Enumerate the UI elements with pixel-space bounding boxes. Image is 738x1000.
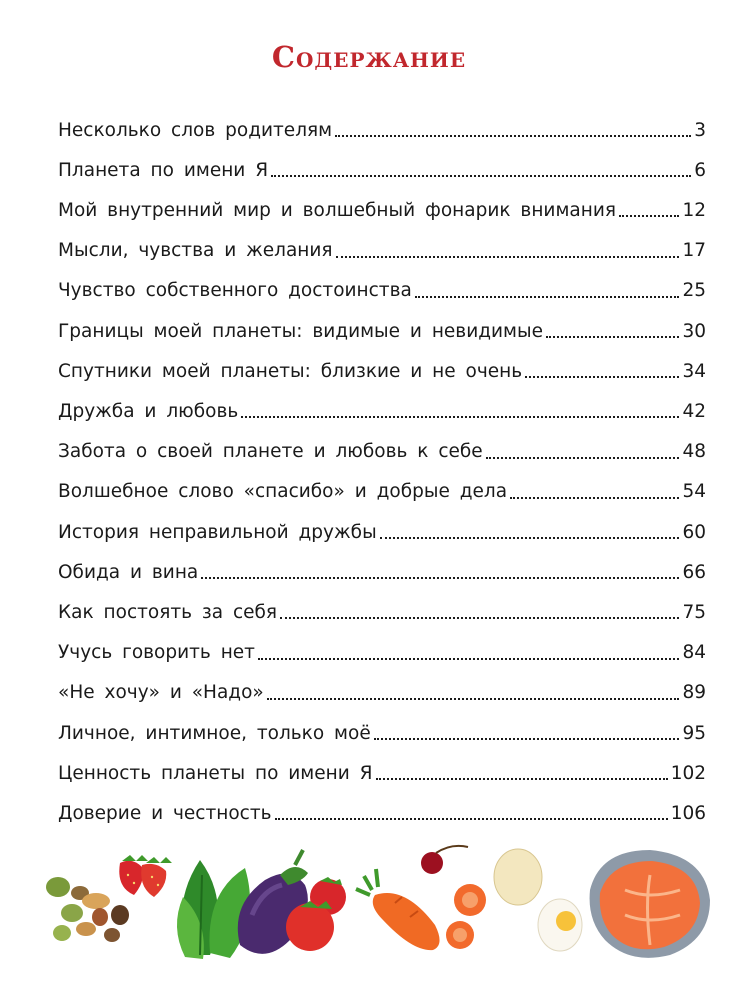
toc-entry-page-number: 102 (670, 762, 706, 784)
toc-entry-title: Границы моей планеты: видимые и невидимые (58, 320, 543, 342)
eggs-icon (494, 849, 582, 951)
toc-entry (58, 311, 706, 341)
toc-entry-title: Планета по имени Я (58, 159, 269, 181)
toc-entry-page-number: 60 (682, 521, 706, 543)
toc-entry-page-number: 84 (682, 642, 706, 664)
toc-entry-title: Дружба и любовь (58, 400, 239, 422)
toc-entry (58, 633, 706, 663)
toc-entry (58, 592, 706, 622)
toc-entry-title: Учусь говорить нет (58, 642, 255, 664)
toc-leader-dots (619, 215, 679, 217)
toc-leader-dots (336, 256, 680, 258)
toc-leader-dots (486, 457, 680, 459)
toc-entry (58, 351, 706, 381)
toc-entry-page-number: 6 (694, 159, 706, 181)
toc-entry (58, 472, 706, 502)
cherry-icon (421, 846, 468, 874)
toc-entry-page-number: 25 (682, 280, 706, 302)
toc-entry-page-number: 48 (682, 441, 706, 463)
toc-entry-page-number: 12 (682, 199, 706, 221)
toc-leader-dots (415, 296, 680, 298)
toc-entry-page-number: 66 (682, 561, 706, 583)
toc-leader-dots (546, 336, 679, 338)
toc-entry (58, 552, 706, 582)
toc-entry-page-number: 95 (682, 722, 706, 744)
toc-leader-dots (258, 658, 680, 660)
toc-leader-dots (510, 497, 679, 499)
toc-entry (58, 110, 706, 140)
toc-entry-title: Как постоять за себя (58, 601, 278, 623)
salmon-steak-icon (590, 850, 710, 958)
toc-leader-dots (267, 698, 680, 700)
toc-entry-title: Личное, интимное, только моё (58, 722, 371, 744)
toc-entry-page-number: 42 (682, 400, 706, 422)
toc-leader-dots (280, 617, 679, 619)
carrot-icon (356, 869, 486, 950)
toc-entry-page-number: 17 (682, 240, 706, 262)
toc-entry (58, 391, 706, 421)
toc-entry-page-number: 34 (682, 360, 706, 382)
toc-entry (58, 753, 706, 783)
toc-entry-title: Обида и вина (58, 561, 199, 583)
toc-entry-title: История неправильной дружбы (58, 521, 377, 543)
food-illustrations (0, 835, 738, 1000)
toc-entry-title: Ценность планеты по имени Я (58, 762, 373, 784)
toc-entry-title: Волшебное слово «спасибо» и добрые дела (58, 481, 508, 503)
toc-entry (58, 713, 706, 743)
toc-entry-page-number: 106 (670, 802, 706, 824)
toc-entry-page-number: 30 (682, 320, 706, 342)
toc-entry (58, 793, 706, 823)
toc-entry-page-number: 89 (682, 682, 706, 704)
strawberries-icon (119, 855, 172, 897)
toc-entry-title: Мысли, чувства и желания (58, 240, 333, 262)
toc-leader-dots (374, 738, 680, 740)
toc-entry-page-number: 75 (682, 601, 706, 623)
toc-entry (58, 673, 706, 703)
toc-entry-page-number: 54 (682, 481, 706, 503)
toc-leader-dots (525, 376, 679, 378)
toc-entry (58, 150, 706, 180)
toc-entry (58, 432, 706, 462)
toc-entry-title: Спутники моей планеты: близкие и не очень (58, 360, 523, 382)
toc-leader-dots (271, 175, 691, 177)
toc-entry (58, 271, 706, 301)
toc-entry-title: Несколько слов родителям (58, 119, 333, 141)
toc-entry (58, 190, 706, 220)
toc-leader-dots (380, 537, 680, 539)
nuts-icon (46, 877, 129, 942)
page-title: Содержание (271, 40, 467, 74)
toc-leader-dots (241, 416, 679, 418)
toc-entry (58, 512, 706, 542)
toc-entry-title: Забота о своей планете и любовь к себе (58, 441, 483, 463)
toc-leader-dots (275, 818, 668, 820)
toc-entry-title: Мой внутренний мир и волшебный фонарик внимания (58, 199, 616, 221)
toc-leader-dots (335, 135, 691, 137)
toc-entry-title: Чувство собственного достоинства (58, 280, 412, 302)
toc-entry-page-number: 3 (694, 119, 706, 141)
toc-entry-title: «Не хочу» и «Надо» (58, 682, 264, 704)
toc-leader-dots (201, 577, 679, 579)
toc-entry-title: Доверие и честность (58, 802, 272, 824)
toc-leader-dots (376, 778, 668, 780)
spinach-icon (177, 860, 250, 959)
toc-entry (58, 231, 706, 261)
